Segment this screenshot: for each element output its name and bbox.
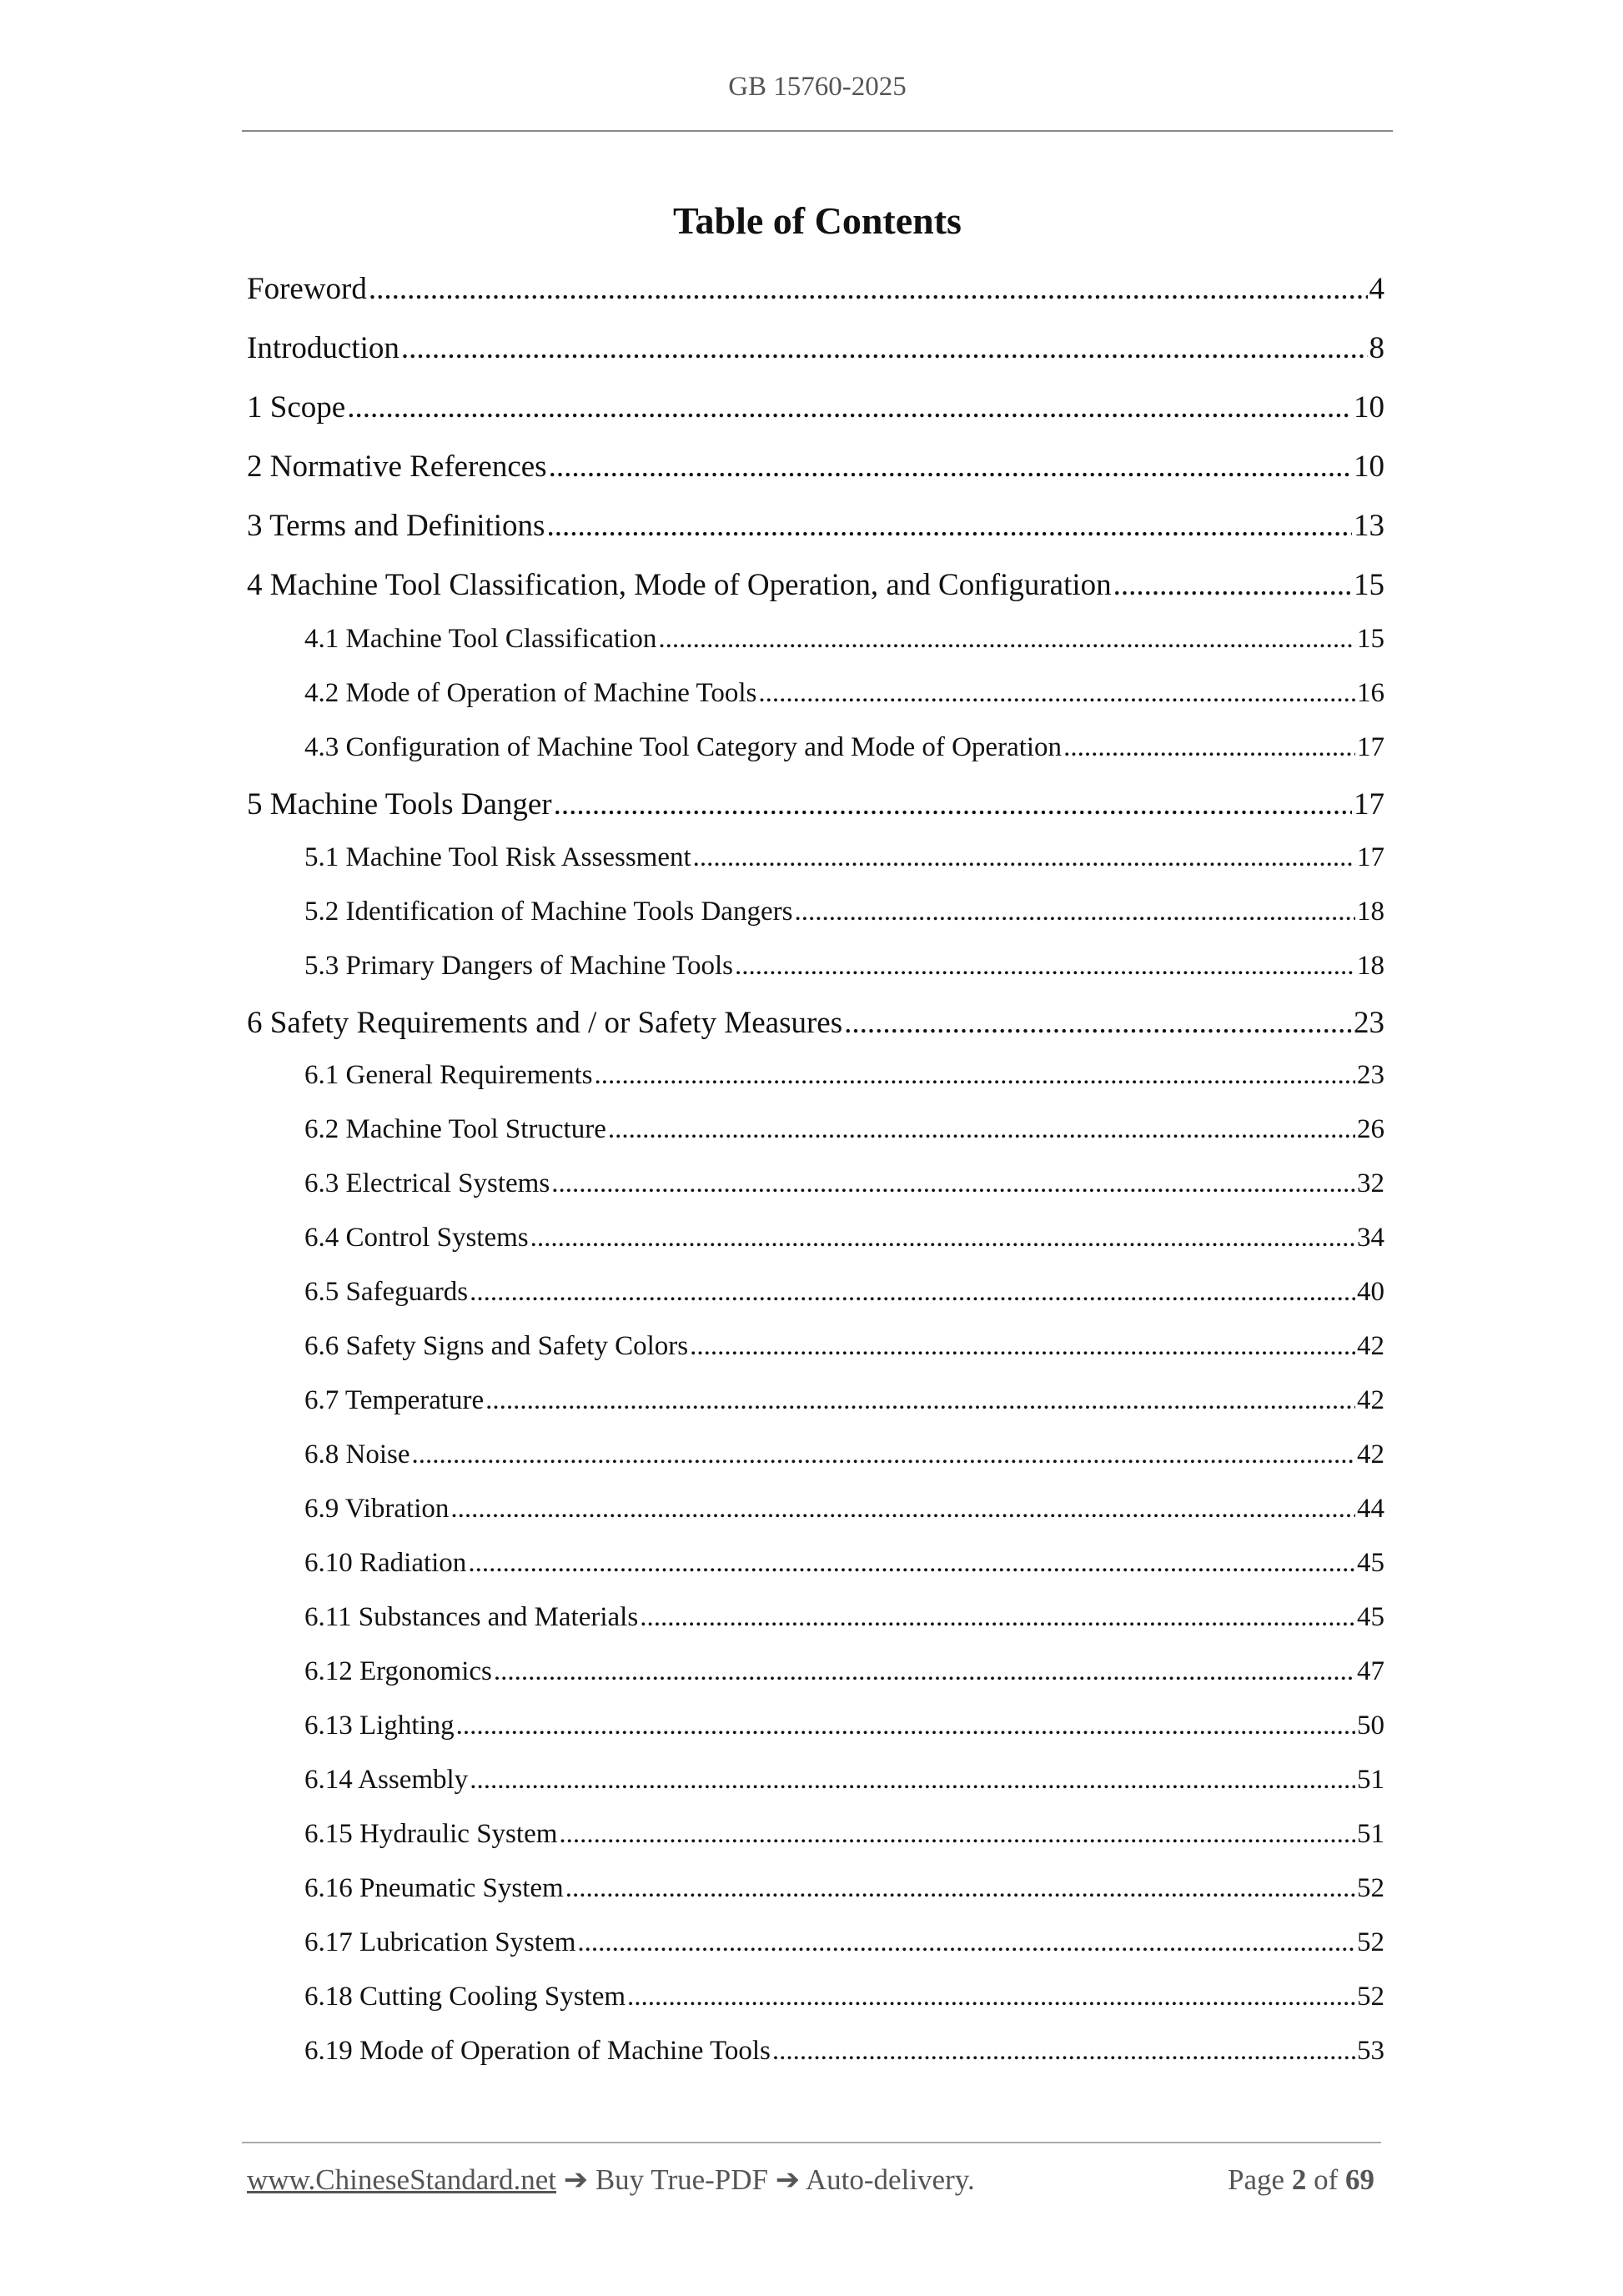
toc-subentry[interactable]: [304, 1927, 1384, 1958]
toc-entry-label: 4.3 Configuration of Machine Tool Category and Mode of Operation: [304, 732, 1063, 762]
page-of-label: of: [1314, 2163, 1339, 2196]
toc-entry-label: 5.1 Machine Tool Risk Assessment: [304, 842, 691, 872]
toc-subentry[interactable]: [304, 732, 1384, 763]
toc-leader-dots: [794, 897, 1355, 927]
toc-leader-dots: [577, 1927, 1355, 1958]
toc-entry-page: 42: [1357, 1439, 1384, 1470]
toc-leader-dots: [412, 1439, 1356, 1470]
toc-entry-page: 18: [1357, 897, 1384, 927]
footer-divider: [242, 2142, 1381, 2143]
toc-leader-dots: [401, 330, 1368, 366]
buy-true-pdf-link[interactable]: Buy True-PDF: [595, 2163, 768, 2196]
toc-entry[interactable]: [247, 567, 1384, 603]
toc-subentry[interactable]: [304, 678, 1384, 709]
arrow-icon: ➔: [563, 2163, 589, 2196]
toc-subentry[interactable]: [304, 1873, 1384, 1904]
toc-entry-label: 6.11 Substances and Materials: [304, 1602, 639, 1632]
toc-entry-label: 6.4 Control Systems: [304, 1223, 529, 1253]
toc-subentry[interactable]: [304, 1711, 1384, 1741]
toc-subentry[interactable]: [304, 897, 1384, 927]
toc-entry-label: 6.16 Pneumatic System: [304, 1873, 564, 1903]
toc-entry-label: 6.5 Safeguards: [304, 1277, 469, 1307]
toc-leader-dots: [693, 842, 1355, 873]
toc-entry-page: 10: [1354, 390, 1384, 425]
toc-leader-dots: [640, 1602, 1355, 1633]
toc-entry-label: 6.15 Hydraulic System: [304, 1819, 558, 1849]
toc-entry-page: 45: [1357, 1602, 1384, 1632]
toc-subentry[interactable]: [304, 1060, 1384, 1091]
toc-entry-page: 15: [1354, 568, 1384, 602]
toc-entry-label: 5 Machine Tools Danger: [247, 787, 552, 821]
toc-subentry[interactable]: [304, 1494, 1384, 1525]
toc-entry-page: 42: [1357, 1331, 1384, 1361]
toc-entry-page: 10: [1354, 450, 1384, 484]
toc-entry-page: 40: [1357, 1277, 1384, 1307]
toc-entry-label: 5.3 Primary Dangers of Machine Tools: [304, 951, 733, 981]
toc-subentry[interactable]: [304, 1114, 1384, 1145]
toc-entry-label: 6.10 Radiation: [304, 1548, 467, 1578]
site-link[interactable]: www.ChineseStandard.net: [247, 2163, 556, 2196]
toc-leader-dots: [470, 1765, 1355, 1796]
toc-entry-page: 42: [1357, 1385, 1384, 1415]
toc-entry-label: Introduction: [247, 331, 399, 365]
toc-entry-label: 1 Scope: [247, 390, 346, 425]
toc-entry-page: 16: [1357, 678, 1384, 708]
toc-leader-dots: [1113, 567, 1352, 603]
toc-entry-page: 17: [1357, 842, 1384, 872]
toc-leader-dots: [735, 951, 1355, 982]
toc-entry-label: 3 Terms and Definitions: [247, 509, 545, 543]
toc-entry-page: 52: [1357, 1927, 1384, 1957]
toc-leader-dots: [627, 1982, 1355, 2012]
toc-entry-page: 18: [1357, 951, 1384, 981]
toc-subentry[interactable]: [304, 1548, 1384, 1579]
toc-subentry[interactable]: [304, 1223, 1384, 1254]
toc-entry-page: 50: [1357, 1711, 1384, 1741]
toc-leader-dots: [450, 1494, 1355, 1525]
toc-leader-dots: [494, 1656, 1355, 1687]
toc-subentry[interactable]: [304, 1385, 1384, 1416]
page-total: 69: [1345, 2163, 1374, 2196]
toc-leader-dots: [690, 1331, 1355, 1362]
toc-subentry[interactable]: [304, 1819, 1384, 1850]
toc-entry-page: 51: [1357, 1765, 1384, 1795]
toc-entry-page: 17: [1357, 732, 1384, 762]
toc-leader-dots: [1063, 732, 1355, 763]
document-header-code: GB 15760-2025: [728, 72, 907, 102]
toc-subentry[interactable]: [304, 1602, 1384, 1633]
arrow-icon: ➔: [775, 2163, 801, 2196]
toc-entry[interactable]: [247, 330, 1384, 366]
toc-entry-label: 4.1 Machine Tool Classification: [304, 624, 657, 654]
toc-entry-label: 2 Normative References: [247, 450, 547, 484]
toc-entry-label: 6.3 Electrical Systems: [304, 1168, 550, 1198]
toc-entry-label: 6.18 Cutting Cooling System: [304, 1982, 626, 2012]
toc-leader-dots: [549, 449, 1352, 485]
toc-entry-page: 13: [1354, 509, 1384, 543]
toc-leader-dots: [468, 1548, 1355, 1579]
toc-leader-dots: [772, 2036, 1355, 2067]
toc-entry[interactable]: [247, 271, 1384, 307]
toc-entry-label: 6.17 Lubrication System: [304, 1927, 576, 1957]
toc-leader-dots: [347, 389, 1352, 425]
toc-leader-dots: [470, 1277, 1355, 1308]
toc-entry[interactable]: [247, 786, 1384, 822]
toc-subentry[interactable]: [304, 1277, 1384, 1308]
toc-entry-page: 17: [1354, 787, 1384, 821]
toc-entry-label: 6.6 Safety Signs and Safety Colors: [304, 1331, 689, 1361]
auto-delivery-text: Auto-delivery.: [805, 2163, 975, 2196]
toc-entry-label: Foreword: [247, 272, 367, 306]
toc-leader-dots: [485, 1385, 1355, 1416]
toc-leader-dots: [559, 1819, 1355, 1850]
toc-entry-label: 6.9 Vibration: [304, 1494, 450, 1524]
page-label: Page: [1228, 2163, 1285, 2196]
toc-leader-dots: [554, 786, 1352, 822]
toc-subentry[interactable]: [304, 1656, 1384, 1687]
toc-leader-dots: [844, 1005, 1352, 1041]
toc-entry-label: 6.13 Lighting: [304, 1711, 455, 1741]
toc-entry-page: 23: [1357, 1060, 1384, 1090]
toc-entry-label: 6.1 General Requirements: [304, 1060, 593, 1090]
toc-entry-page: 15: [1357, 624, 1384, 654]
toc-entry-page: 52: [1357, 1873, 1384, 1903]
toc-entry-page: 26: [1357, 1114, 1384, 1144]
toc-leader-dots: [546, 508, 1352, 544]
toc-entry-page: 32: [1357, 1168, 1384, 1198]
toc-subentry[interactable]: [304, 1765, 1384, 1796]
toc-leader-dots: [551, 1168, 1355, 1199]
toc-entry-page: 44: [1357, 1494, 1384, 1524]
toc-entry-label: 4 Machine Tool Classification, Mode of Operation, and Configuration: [247, 568, 1112, 602]
toc-entry-page: 8: [1369, 331, 1384, 365]
toc-entry-page: 53: [1357, 2036, 1384, 2066]
toc-leader-dots: [608, 1114, 1355, 1145]
toc-entry[interactable]: [247, 508, 1384, 544]
toc-entry-label: 6.19 Mode of Operation of Machine Tools: [304, 2036, 771, 2066]
toc-entry[interactable]: [247, 449, 1384, 485]
toc-entry-page: 45: [1357, 1548, 1384, 1578]
toc-entry-page: 51: [1357, 1819, 1384, 1849]
footer-promo: [247, 2163, 975, 2197]
toc-subentry[interactable]: [304, 951, 1384, 982]
toc-leader-dots: [456, 1711, 1355, 1741]
toc-entry[interactable]: [247, 389, 1384, 425]
toc-leader-dots: [530, 1223, 1355, 1254]
toc-entry-page: 4: [1369, 272, 1384, 306]
toc-entry-label: 4.2 Mode of Operation of Machine Tools: [304, 678, 757, 708]
toc-entry-page: 23: [1354, 1006, 1384, 1040]
toc-subentry[interactable]: [304, 2036, 1384, 2067]
toc-leader-dots: [565, 1873, 1355, 1904]
toc-subentry[interactable]: [304, 842, 1384, 873]
toc-leader-dots: [369, 271, 1368, 307]
toc-entry-label: 6.14 Assembly: [304, 1765, 469, 1795]
toc-entry[interactable]: [247, 1005, 1384, 1041]
toc-subentry[interactable]: [304, 624, 1384, 655]
page-current: 2: [1291, 2163, 1307, 2196]
toc-subentry[interactable]: [304, 1168, 1384, 1199]
toc-leader-dots: [594, 1060, 1355, 1091]
toc-entry-page: 47: [1357, 1656, 1384, 1686]
toc-entry-page: 52: [1357, 1982, 1384, 2012]
toc-entry-label: 6 Safety Requirements and / or Safety Measures: [247, 1006, 843, 1040]
page-number: [1228, 2163, 1374, 2197]
toc-subentry[interactable]: [304, 1331, 1384, 1362]
toc-entry-label: 6.7 Temperature: [304, 1385, 485, 1415]
header-divider: [242, 130, 1393, 132]
toc-entry-label: 6.8 Noise: [304, 1439, 410, 1470]
toc-leader-dots: [658, 624, 1355, 655]
toc-subentry[interactable]: [304, 1982, 1384, 2012]
toc-entry-label: 6.2 Machine Tool Structure: [304, 1114, 606, 1144]
toc-entry-page: 34: [1357, 1223, 1384, 1253]
toc-subentry[interactable]: [304, 1439, 1384, 1470]
toc-entry-label: 6.12 Ergonomics: [304, 1656, 492, 1686]
toc-leader-dots: [758, 678, 1355, 709]
toc-entry-label: 5.2 Identification of Machine Tools Dangers: [304, 897, 793, 927]
page-title: Table of Contents: [673, 199, 962, 242]
